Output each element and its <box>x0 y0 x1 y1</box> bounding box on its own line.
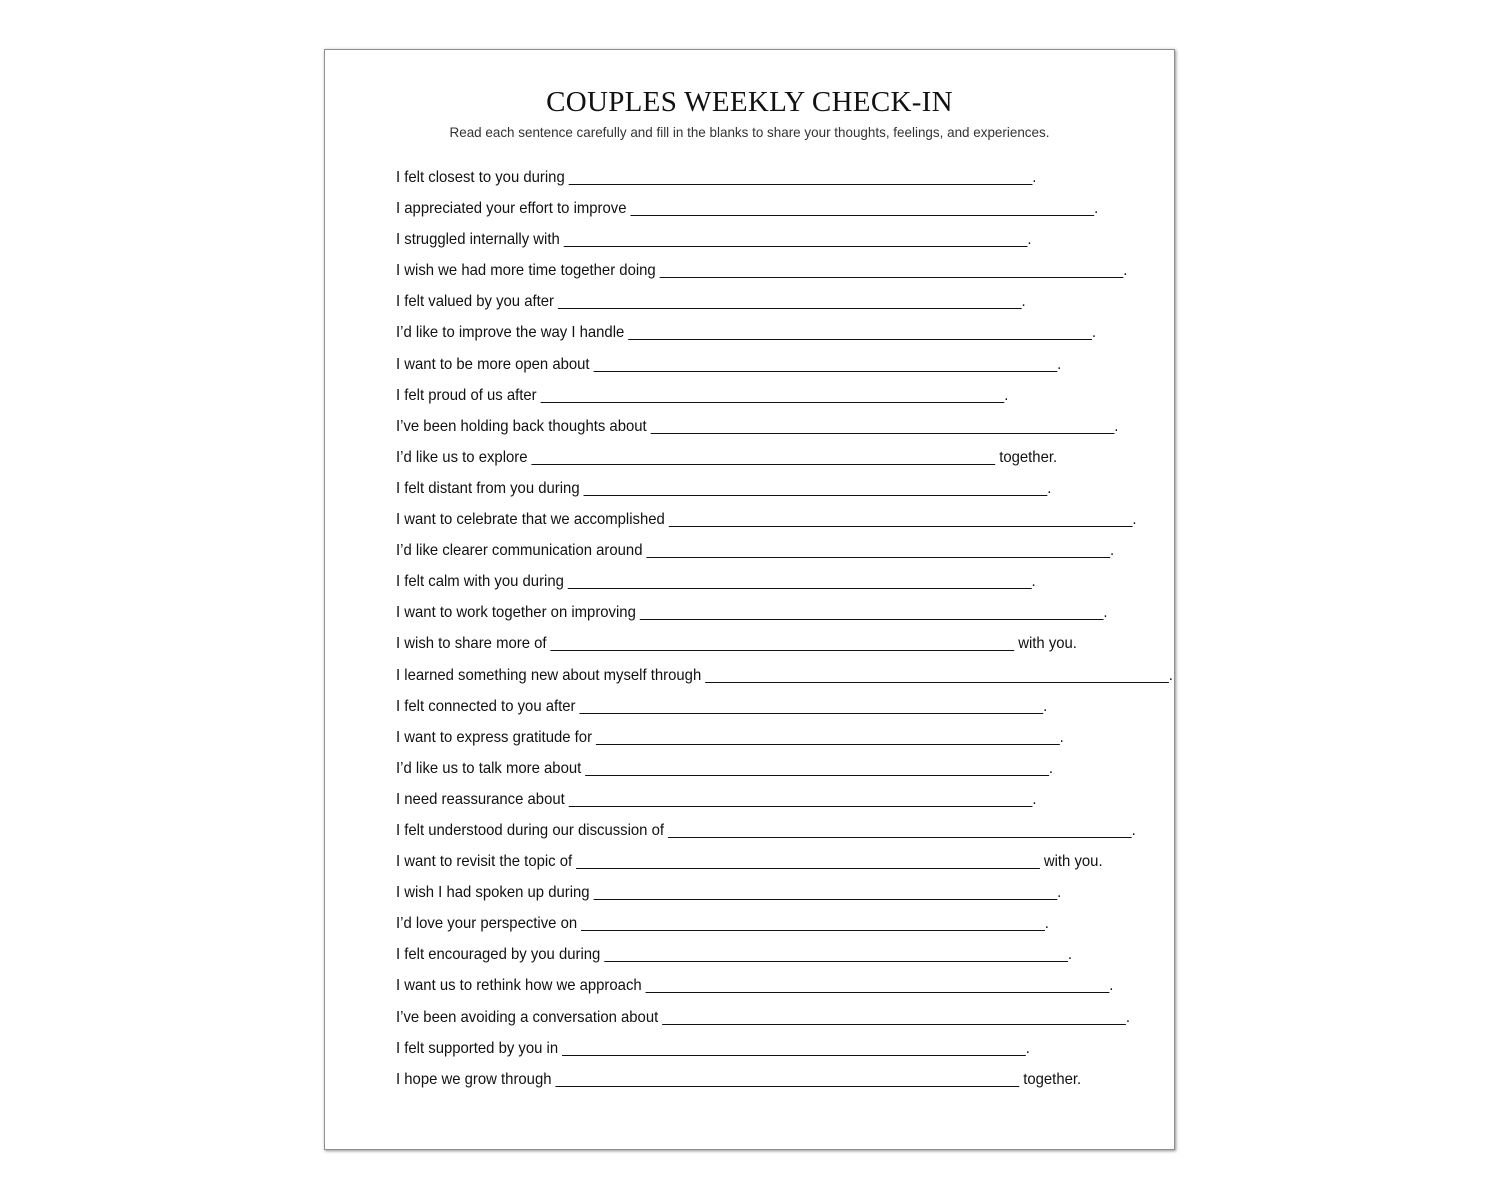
prompt-ending: . <box>1021 293 1026 311</box>
fill-in-blank: ________________________________________________________ <box>662 1008 1126 1026</box>
fill-in-blank: ________________________________________________________ <box>555 1070 1020 1088</box>
prompt-ending: together. <box>1019 1070 1082 1088</box>
fill-in-blank: ________________________________________________________ <box>568 169 1033 186</box>
prompt-text: I wish we had more time together doing <box>396 262 656 280</box>
prompt-row <box>396 628 1077 659</box>
prompt-ending: . <box>1125 1008 1130 1026</box>
prompt-ending: with you. <box>1014 635 1077 653</box>
prompt-ending: . <box>1025 1039 1030 1057</box>
prompt-text: I want us to rethink how we approach <box>396 977 642 995</box>
prompt-ending: . <box>1109 977 1114 995</box>
prompt-list <box>396 162 1173 1095</box>
prompt-ending: . <box>1047 479 1052 497</box>
prompt-text: I want to revisit the topic of <box>396 853 573 871</box>
fill-in-blank: ________________________________________________________ <box>540 386 1005 404</box>
prompt-text: I wish I had spoken up during <box>396 884 590 902</box>
prompt-ending: . <box>1059 728 1064 746</box>
prompt-row <box>396 224 1066 255</box>
prompt-ending: . <box>1168 666 1173 684</box>
fill-in-blank: ________________________________________________________ <box>596 728 1060 746</box>
prompt-row <box>396 255 1128 286</box>
prompt-ending: . <box>1032 790 1037 808</box>
prompt-text: I learned something new about myself through <box>396 666 702 684</box>
fill-in-blank: ________________________________________________________ <box>568 573 1032 591</box>
prompt-text: I’d like clearer communication around <box>396 542 643 560</box>
prompt-text: I’d like to improve the way I handle <box>396 324 625 342</box>
fill-in-blank: ________________________________________________________ <box>579 697 1044 715</box>
fill-in-blank: ________________________________________________________ <box>646 542 1111 560</box>
prompt-row <box>396 970 1114 1001</box>
fill-in-blank: ________________________________________________________ <box>668 511 1133 529</box>
prompt-row <box>396 815 1136 846</box>
prompt-ending: together. <box>995 448 1058 466</box>
prompt-row <box>396 193 1099 224</box>
fill-in-blank: ________________________________________________________ <box>604 946 1068 964</box>
fill-in-blank: ________________________________________________________ <box>645 977 1110 995</box>
prompt-ending: . <box>1123 262 1128 280</box>
fill-in-blank: ________________________________________________________ <box>563 231 1028 249</box>
fill-in-blank: ________________________________________________________ <box>531 448 996 466</box>
prompt-ending: . <box>1004 386 1009 404</box>
prompt-row <box>396 286 1066 317</box>
prompt-text: I felt understood during our discussion of <box>396 821 664 839</box>
prompt-row <box>396 566 1066 597</box>
prompt-row <box>396 753 1066 784</box>
fill-in-blank: ________________________________________________________ <box>668 821 1132 839</box>
worksheet-page <box>324 49 1175 1150</box>
prompt-row <box>396 691 1066 722</box>
prompt-row <box>396 908 1066 939</box>
prompt-ending: . <box>1131 821 1136 839</box>
prompt-row <box>396 1033 1066 1064</box>
fill-in-blank: ________________________________________________________ <box>568 790 1033 808</box>
prompt-text: I’d love your perspective on <box>396 915 578 933</box>
fill-in-blank: ________________________________________________________ <box>576 853 1040 871</box>
fill-in-blank: ________________________________________________________ <box>628 324 1092 342</box>
fill-in-blank: ________________________________________________________ <box>558 293 1022 311</box>
prompt-text: I felt encouraged by you during <box>396 946 601 964</box>
prompt-ending: . <box>1114 417 1119 435</box>
fill-in-blank: ________________________________________________________ <box>581 915 1045 933</box>
fill-in-blank: ________________________________________________________ <box>562 1039 1026 1057</box>
prompt-text: I felt distant from you during <box>396 479 580 497</box>
fill-in-blank: ________________________________________________________ <box>550 635 1015 653</box>
prompt-row <box>396 380 1066 411</box>
prompt-text: I struggled internally with <box>396 231 560 249</box>
prompt-ending: . <box>1091 324 1096 342</box>
prompt-row <box>396 939 1073 970</box>
prompt-ending: . <box>1027 231 1032 249</box>
prompt-row <box>396 784 1066 815</box>
prompt-row <box>396 162 1066 193</box>
prompt-row <box>396 1002 1130 1033</box>
fill-in-blank: ________________________________________________________ <box>630 200 1095 218</box>
prompt-ending: with you. <box>1039 853 1103 871</box>
fill-in-blank: ________________________________________________________ <box>659 262 1124 280</box>
fill-in-blank: ________________________________________________________ <box>639 604 1104 622</box>
prompt-ending: . <box>1043 697 1048 715</box>
prompt-ending: . <box>1048 759 1053 777</box>
prompt-text: I felt closest to you during <box>396 169 565 186</box>
prompt-row <box>396 473 1066 504</box>
prompt-text: I want to express gratitude for <box>396 728 593 746</box>
prompt-ending: . <box>1031 573 1036 591</box>
prompt-ending: . <box>1057 884 1062 902</box>
fill-in-blank: ________________________________________________________ <box>593 884 1058 902</box>
prompt-ending: . <box>1103 604 1108 622</box>
fill-in-blank: ________________________________________________________ <box>705 666 1169 684</box>
prompt-text: I need reassurance about <box>396 790 565 808</box>
worksheet-instructions: Read each sentence carefully and fill in the blanks to share your thoughts, feelings, and experiences. <box>449 124 1050 140</box>
prompt-ending: . <box>1044 915 1049 933</box>
prompt-text: I felt proud of us after <box>396 386 537 404</box>
worksheet-title: COUPLES WEEKLY CHECK-IN <box>546 86 953 118</box>
prompt-text: I felt supported by you in <box>396 1039 559 1057</box>
prompt-row <box>396 1064 1082 1095</box>
prompt-text: I want to be more open about <box>396 355 590 373</box>
prompt-row <box>396 877 1066 908</box>
prompt-ending: . <box>1057 355 1062 373</box>
prompt-text: I wish to share more of <box>396 635 547 653</box>
prompt-row <box>396 349 1066 380</box>
prompt-text: I’d like us to talk more about <box>396 759 582 777</box>
fill-in-blank: ________________________________________________________ <box>583 479 1048 497</box>
prompt-row <box>396 535 1115 566</box>
fill-in-blank: ________________________________________________________ <box>650 417 1115 435</box>
prompt-ending: . <box>1132 511 1137 529</box>
fill-in-blank: ________________________________________________________ <box>593 355 1058 373</box>
prompt-text: I hope we grow through <box>396 1070 552 1088</box>
prompt-ending: . <box>1067 946 1073 964</box>
prompt-text: I appreciated your effort to improve <box>396 200 627 218</box>
prompt-text: I’ve been holding back thoughts about <box>396 417 647 435</box>
prompt-row <box>396 411 1119 442</box>
prompt-row <box>396 660 1173 691</box>
prompt-text: I want to work together on improving <box>396 604 636 622</box>
prompt-ending: . <box>1032 169 1037 186</box>
prompt-text: I felt calm with you during <box>396 573 564 591</box>
prompt-row <box>396 722 1066 753</box>
prompt-row <box>396 442 1066 473</box>
prompt-text: I felt connected to you after <box>396 697 576 715</box>
prompt-text: I’d like us to explore <box>396 448 528 466</box>
prompt-text: I want to celebrate that we accomplished <box>396 511 665 529</box>
prompt-row <box>396 317 1096 348</box>
prompt-row <box>396 846 1103 877</box>
prompt-ending: . <box>1110 542 1115 560</box>
prompt-row <box>396 504 1137 535</box>
prompt-ending: . <box>1094 200 1099 218</box>
prompt-text: I’ve been avoiding a conversation about <box>396 1008 659 1026</box>
fill-in-blank: ________________________________________________________ <box>585 759 1049 777</box>
prompt-row <box>396 597 1108 628</box>
prompt-text: I felt valued by you after <box>396 293 554 311</box>
